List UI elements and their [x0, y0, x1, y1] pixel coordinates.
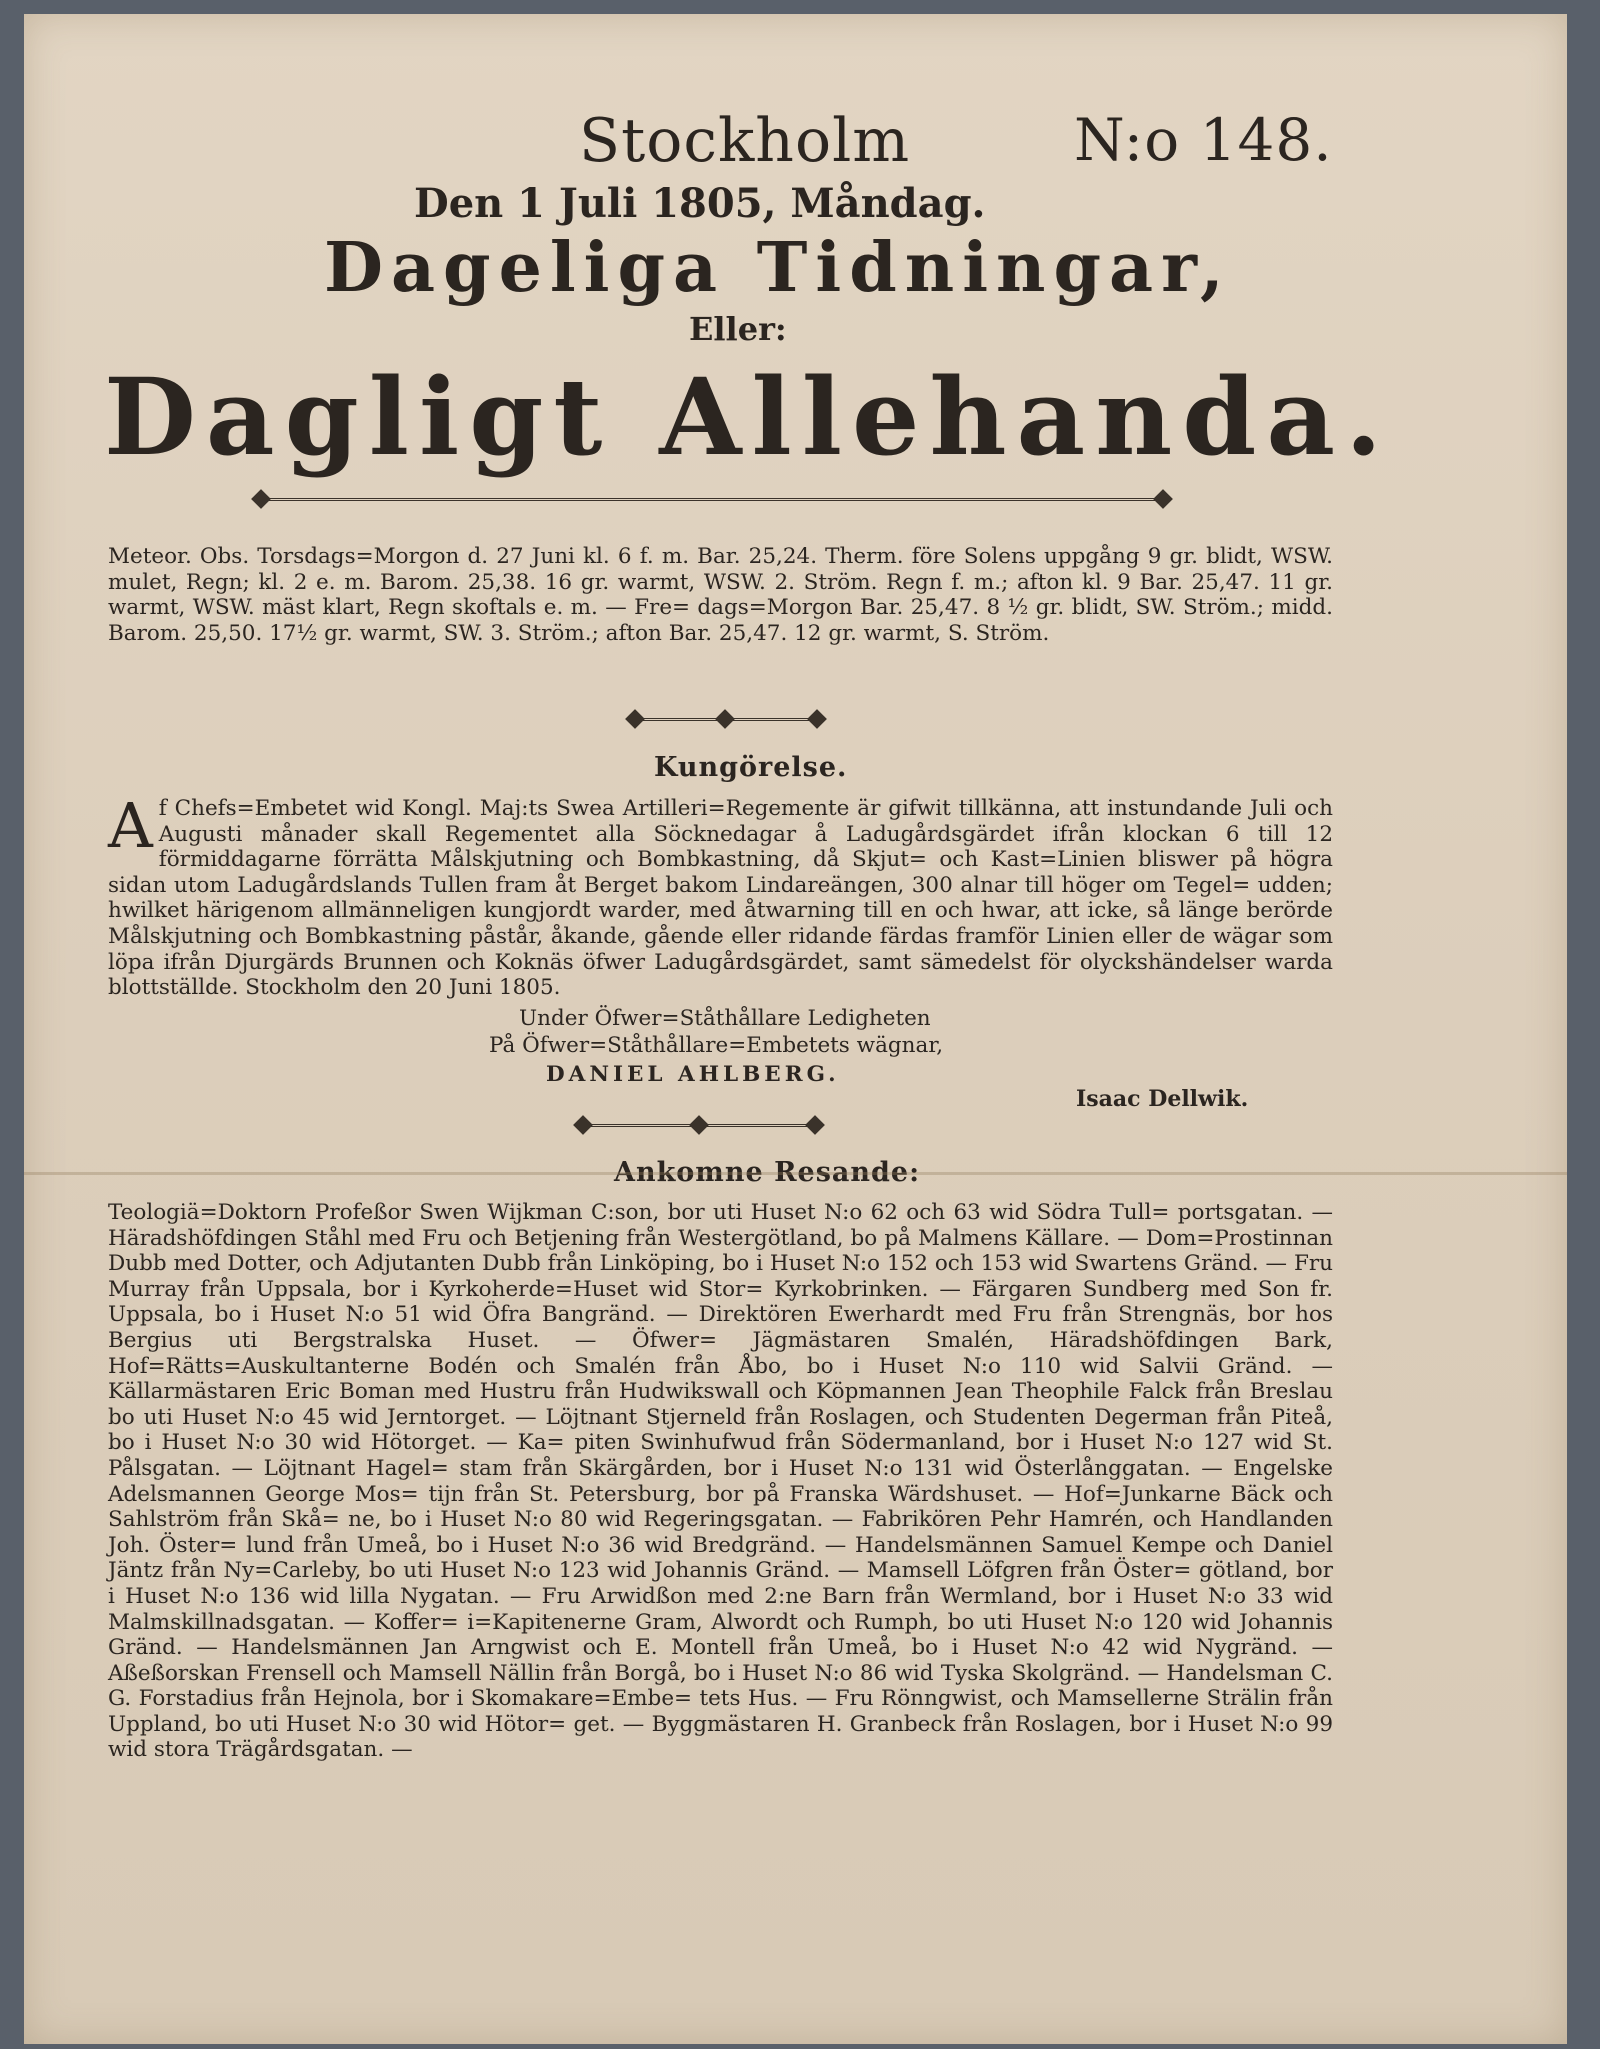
rule-ornament: [807, 709, 827, 729]
meteorological-observations: Meteor. Obs. Torsdags=Morgon d. 27 Juni kl. 6 f. m. Bar. 25,24. Therm. före Solens uppgång 9 gr. blidt, WSW. mulet, Regn; kl. 2 e. m. Barom. 25,38. 16 gr. warmt, WSW. 2. Ström. Regn f. m.; afton kl. 9 Bar. 25,47. 11 gr. warmt, WSW. mäst klart, Regn skoftals e. m. — Fre= dags=Morgon Bar. 25,47. 8 ½ gr. blidt, SW. Ström.; midd. Barom. 25,50. 17½ gr. warmt, SW. 3. Ström.; afton Bar. 25,47. 12 gr. warmt, S. Ström.: [108, 544, 1333, 646]
title-line-1: Dageliga Tidningar,: [324, 228, 1232, 308]
section-heading-ankomne: Ankomne Resande:: [614, 1157, 921, 1188]
arrivals-list: Teologiä=Doktorn Profeßor Swen Wijkman C:son, bor uti Huset N:o 62 och 63 wid Södra Tull= portsgatan. — Häradshöfdingen Ståhl med Fru och Betjening från Westergötland, bo på Malmens Källare. — Dom=Prostinnan Dubb med Dotter, och Adjutanten Dubb från Linköping, bo i Huset N:o 152 och 153 wid Swartens Gränd. — Fru Murray från Uppsala, bor i Kyrkoherde=Huset wid Stor= Kyrkobrinken. — Färgaren Sundberg med Son fr. Uppsala, bo i Huset N:o 51 wid Öfra Bangränd. — Direktören Ewerhardt med Fru från Strengnäs, bor hos Bergius uti Bergstralska Huset. — Öfwer= Jägmästaren Smalén, Häradshöfdingen Bark, Hof=Rätts=Auskultanterne Bodén och Smalén från Åbo, bo i Huset N:o 110 wid Salvii Gränd. — Källarmästaren Eric Boman med Hustru från Hudwikswall och Köpmannen Jean Theophile Falck från Breslau bo uti Huset N:o 45 wid Jerntorget. — Löjtnant Stjerneld från Roslagen, och Studenten Degerman från Piteå, bo i Huset N:o 30 wid Hötorget. — Ka= piten Swinhufwud från Södermanland, bor i Huset N:o 127 wid St. Pålsgatan. — Löjtnant Hagel= stam från Skärgården, bor i Huset N:o 131 wid Österlånggatan. — Engelske Adelsmannen George Mos= tijn från St. Petersburg, bor på Franska Wärdshuset. — Hof=Junkarne Bäck och Sahlström från Skå= ne, bo i Huset N:o 80 wid Regeringsgatan. — Fabrikören Pehr Hamrén, och Handlanden Joh. Öster= lund från Umeå, bo i Huset N:o 36 wid Bredgränd. — Handelsmännen Samuel Kempe och Daniel Jäntz från Ny=Carleby, bo uti Huset N:o 123 wid Johannis Gränd. — Mamsell Löfgren från Öster= götland, bor i Huset N:o 136 wid lilla Nygatan. — Fru Arwidßon med 2:ne Barn från Wermland, bor i Huset N:o 33 wid Malmskillnadsgatan. — Koffer= i=Kapitenerne Gram, Alwordt och Rumph, bo uti Huset N:o 120 wid Johannis Gränd. — Handelsmännen Jan Arngwist och E. Montell från Umeå, bo i Huset N:o 42 wid Nygränd. — Aßeßorskan Frensell och Mamsell Nällin från Borgå, bo i Huset N:o 86 wid Tyska Skolgränd. — Handelsman C. G. Forstadius från Hejnola, bor i Skomakare=Embe= tets Hus. — Fru Rönngwist, och Mamsellerne Strälin från Uppland, bo uti Huset N:o 30 wid Hötor= get. — Byggmästaren H. Granbeck från Roslagen, bor i Huset N:o 99 wid stora Trägårdsgatan. —: [108, 1200, 1333, 1763]
masthead-top: [24, 106, 1567, 176]
rule-ornament: [715, 709, 735, 729]
issue-number: N:o 148.: [1074, 106, 1333, 174]
newspaper-page: [24, 14, 1567, 2044]
drop-initial: A: [108, 789, 153, 862]
rule-ornament: [689, 1115, 709, 1135]
signature-line-1: Under Öfwer=Ståthållare Ledigheten: [519, 1006, 931, 1031]
section-heading-kungorelse: Kungörelse.: [654, 752, 848, 783]
ornamental-rule-top: [262, 498, 1162, 501]
rule-ornament: [573, 1115, 593, 1135]
ornamental-rule-middle: [636, 718, 816, 721]
rule-ornament: [251, 489, 271, 509]
rule-ornament: [1153, 489, 1173, 509]
countersignature: Isaac Dellwik.: [1076, 1086, 1249, 1112]
title-line-2: Dagligt Allehanda.: [104, 354, 1392, 479]
rule-ornament: [805, 1115, 825, 1135]
signature-line-2: På Öfwer=Ståthållare=Embetets wägnar,: [489, 1033, 944, 1058]
title-connector: Eller:: [689, 310, 787, 348]
rule-ornament: [625, 709, 645, 729]
kungorelse-notice: [108, 789, 1333, 1001]
signature-name: DANIEL AHLBERG.: [546, 1062, 840, 1087]
ornamental-rule-lower: [584, 1124, 814, 1127]
dateline: Den 1 Juli 1805, Måndag.: [414, 180, 986, 227]
kungorelse-text: f Chefs=Embetet wid Kongl. Maj:ts Swea Artilleri=Regemente är gifwit tillkänna, att instundande Juli och Augusti månader skall Regementet alla Söcknedagar å Ladugårdsgärdet ifrån klockan 6 till 12 förmiddagarne förrätta Målskjutning och Bombkastning, då Skjut= och Kast=Linien bliswer på högra sidan utom Ladugårdslands Tullen fram åt Berget bakom Lindareängen, 300 alnar till höger om Tegel= udden; hwilket härigenom allmänneligen kungjordt warder, med åtwarning till en och hwar, att icke, så länge berörde Målskjutning och Bombkastning påstår, åkande, gående eller ridande färdas framför Linien eller de wägar som löpa ifrån Djurgärds Brunnen och Koknäs öfwer Ladugårdsgärdet, samt sämedelst för olyckshändelser warda blottställde. Stockholm den 20 Juni 1805.: [108, 796, 1333, 1001]
city-name: Stockholm: [579, 106, 911, 176]
